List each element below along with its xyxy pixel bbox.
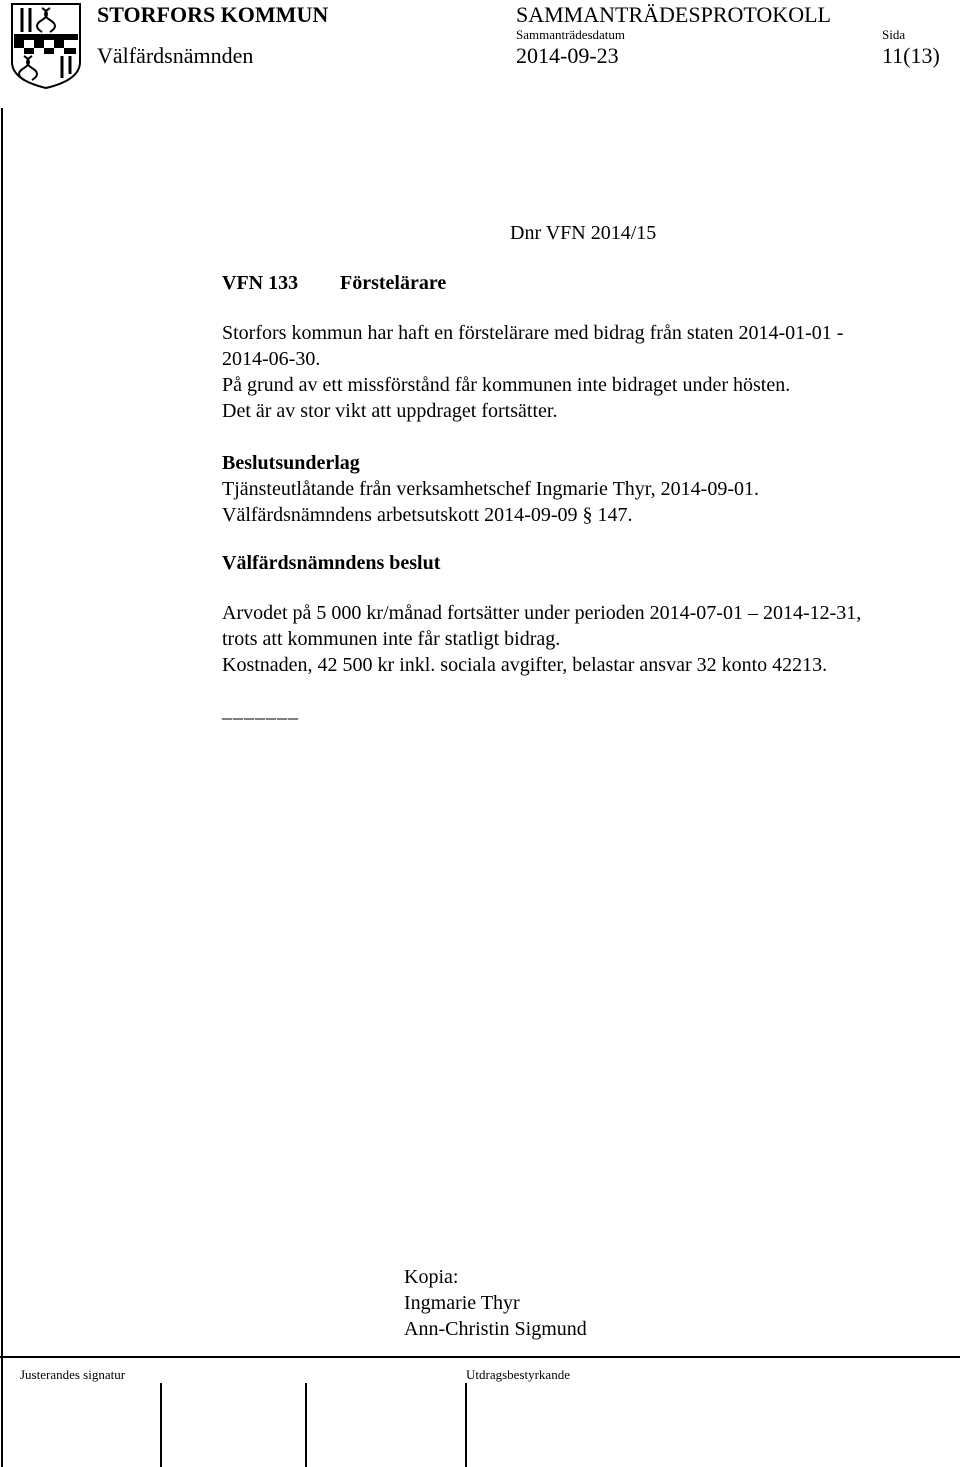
left-margin-line bbox=[1, 108, 3, 1467]
organization-name: STORFORS KOMMUN bbox=[97, 2, 329, 27]
text-line: trots att kommunen inte får statligt bidrag. bbox=[222, 628, 561, 650]
meeting-date: 2014-09-23 bbox=[516, 43, 619, 68]
copy-recipient: Ingmarie Thyr bbox=[404, 1292, 520, 1314]
copy-section bbox=[404, 1264, 587, 1342]
footer-divider bbox=[0, 1356, 960, 1358]
basis-heading: Beslutsunderlag bbox=[222, 452, 360, 474]
decision-heading: Välfärdsnämndens beslut bbox=[222, 552, 441, 574]
page-label: Sida bbox=[882, 27, 906, 42]
signature-label: Justerandes signatur bbox=[20, 1367, 126, 1382]
decision-paragraph bbox=[222, 600, 861, 678]
text-line: På grund av ett missförstånd får kommunen inte bidraget under hösten. bbox=[222, 374, 791, 396]
section-number: VFN 133 bbox=[222, 272, 299, 294]
text-line: Tjänsteutlåtande från verksamhetschef Ingmarie Thyr, 2014-09-01. bbox=[222, 478, 759, 500]
signature-box-divider bbox=[465, 1383, 467, 1467]
text-line: Välfärdsnämndens arbetsutskott 2014-09-09 § 147. bbox=[222, 504, 633, 526]
text-line: Arvodet på 5 000 kr/månad fortsätter under perioden 2014-07-01 – 2014-12-31, bbox=[222, 602, 862, 624]
separator: _______ bbox=[222, 700, 299, 722]
certification-label: Utdragsbestyrkande bbox=[466, 1367, 570, 1382]
meeting-date-label: Sammanträdesdatum bbox=[516, 27, 626, 42]
copy-label: Kopia: bbox=[404, 1266, 459, 1288]
page-number: 11(13) bbox=[882, 43, 940, 68]
reference-number: Dnr VFN 2014/15 bbox=[510, 222, 657, 244]
text-line: Det är av stor vikt att uppdraget fortsätter. bbox=[222, 400, 558, 422]
department-name: Välfärdsnämnden bbox=[97, 43, 254, 68]
text-line: Storfors kommun har haft en förstelärare med bidrag från staten 2014-01-01 - bbox=[222, 322, 844, 344]
intro-paragraph bbox=[222, 320, 843, 424]
section-title: Förstelärare bbox=[340, 272, 447, 294]
text-line: 2014-06-30. bbox=[222, 348, 321, 370]
text-line: Kostnaden, 42 500 kr inkl. sociala avgifter, belastar ansvar 32 konto 42213. bbox=[222, 654, 828, 676]
signature-box-divider bbox=[305, 1383, 307, 1467]
signature-box-divider bbox=[160, 1383, 162, 1467]
copy-recipient: Ann-Christin Sigmund bbox=[404, 1318, 587, 1340]
basis-section bbox=[222, 450, 759, 528]
document-type: SAMMANTRÄDESPROTOKOLL bbox=[516, 2, 831, 27]
coat-of-arms-logo bbox=[10, 2, 82, 90]
